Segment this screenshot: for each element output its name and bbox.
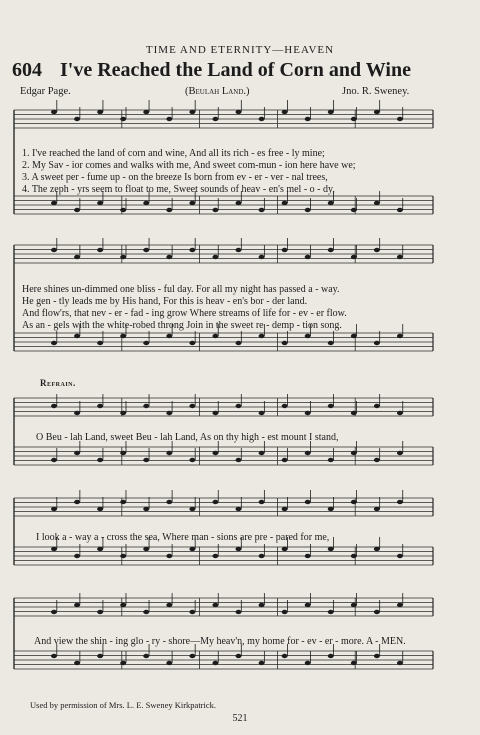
note-head [189,654,195,658]
note-head [259,451,265,455]
composer-credit: Jno. R. Sweney. [342,86,410,97]
note-head [143,547,149,551]
note-head [97,507,103,511]
note-head [74,334,80,338]
note-head [97,458,103,462]
note-head [305,255,311,259]
note-head [259,255,265,259]
note-head [143,341,149,345]
note-head [143,201,149,205]
note-head [305,411,311,415]
note-head [259,500,265,504]
note-head [351,603,357,607]
note-head [166,411,172,415]
hymn-number: 604 [12,59,42,81]
note-head [212,208,218,212]
note-head [120,117,126,121]
note-head [351,411,357,415]
note-head [97,341,103,345]
note-head [282,507,288,511]
note-head [397,661,403,665]
note-head [166,334,172,338]
note-head [51,248,57,252]
stanza-2-line-1: 2. My Sav - ior comes and walks with me, And sweet com-mun - ion here have we; [22,160,356,171]
note-head [212,334,218,338]
note-head [374,507,380,511]
note-head [305,117,311,121]
note-head [282,610,288,614]
note-head [166,117,172,121]
note-head [259,411,265,415]
note-head [374,201,380,205]
note-head [97,547,103,551]
note-head [51,654,57,658]
note-head [305,554,311,558]
note-head [282,201,288,205]
note-head [282,110,288,114]
note-head [328,547,334,551]
hymn-title: I've Reached the Land of Corn and Wine [60,59,411,81]
note-head [305,500,311,504]
note-head [305,208,311,212]
note-head [236,110,242,114]
note-head [189,341,195,345]
note-head [143,248,149,252]
note-head [259,554,265,558]
note-head [189,404,195,408]
note-head [397,554,403,558]
note-head [374,341,380,345]
note-head [143,654,149,658]
note-head [51,404,57,408]
note-head [120,255,126,259]
note-head [236,341,242,345]
note-head [397,208,403,212]
note-head [328,507,334,511]
note-head [189,201,195,205]
note-head [305,603,311,607]
note-head [97,201,103,205]
note-head [328,110,334,114]
note-head [97,110,103,114]
note-head [374,458,380,462]
note-head [166,208,172,212]
note-head [236,201,242,205]
note-head [51,610,57,614]
note-head [259,603,265,607]
stanza-4-line-1: 4. The zeph - yrs seem to float to me, Sweet sounds of heav - en's mel - o - dy, [22,184,335,195]
refrain-line-3: And view the shin - ing glo - ry - shore—My heav'n, my home for - ev - er - more. A - MEN. [34,636,406,647]
note-head [351,451,357,455]
note-head [282,248,288,252]
note-head [212,554,218,558]
note-head [374,248,380,252]
note-head [97,610,103,614]
note-head [74,117,80,121]
note-head [166,554,172,558]
note-head [212,661,218,665]
note-head [51,507,57,511]
note-head [374,547,380,551]
note-head [328,654,334,658]
note-head [374,404,380,408]
stanza-1-line-1: 1. I've reached the land of corn and wine, And all its rich - es free - ly mine; [22,148,325,159]
note-head [143,507,149,511]
note-head [74,411,80,415]
note-head [236,507,242,511]
note-head [351,117,357,121]
note-head [236,610,242,614]
note-head [328,341,334,345]
note-head [166,255,172,259]
note-head [120,334,126,338]
note-head [120,500,126,504]
note-head [282,404,288,408]
note-head [351,661,357,665]
note-head [189,110,195,114]
refrain-label: Refrain. [40,378,76,388]
note-head [212,255,218,259]
stanza-3-line-1: 3. A sweet per - fume up - on the breeze Is born from ev - er - ver - nal trees, [22,172,328,183]
note-head [397,334,403,338]
note-head [166,451,172,455]
note-head [74,500,80,504]
note-head [397,603,403,607]
note-head [397,117,403,121]
note-head [97,404,103,408]
note-head [397,451,403,455]
note-head [51,547,57,551]
note-head [166,603,172,607]
note-head [51,110,57,114]
note-head [74,661,80,665]
note-head [328,201,334,205]
note-head [212,603,218,607]
note-head [143,458,149,462]
note-head [120,451,126,455]
note-head [305,334,311,338]
note-head [189,248,195,252]
note-head [397,500,403,504]
stanza-2-line-2: He gen - tly leads me by His hand, For this is heav - en's bor - der land. [22,296,308,307]
page-number: 521 [232,713,248,724]
note-head [328,248,334,252]
note-head [51,341,57,345]
note-head [120,554,126,558]
stanza-4-line-2: As an - gels with the white-robed throng Join in the sweet re - demp - tion song. [22,320,342,331]
note-head [259,334,265,338]
note-head [282,341,288,345]
note-head [51,458,57,462]
note-head [189,610,195,614]
note-head [74,451,80,455]
note-head [74,208,80,212]
note-head [236,248,242,252]
note-head [351,554,357,558]
note-head [74,603,80,607]
note-head [212,411,218,415]
section-heading: TIME AND ETERNITY—HEAVEN [145,44,335,56]
note-head [143,610,149,614]
note-head [236,458,242,462]
refrain-line-2: I look a - way a - cross the sea, Where man - sions are pre - pared for me, [36,532,330,543]
note-head [351,334,357,338]
permission-credit: Used by permission of Mrs. L. E. Sweney Kirkpatrick. [30,700,217,710]
author-credit: Edgar Page. [20,86,71,97]
note-head [236,404,242,408]
note-head [328,458,334,462]
note-head [259,208,265,212]
note-head [282,654,288,658]
note-head [212,500,218,504]
note-head [51,201,57,205]
note-head [305,661,311,665]
note-head [351,255,357,259]
note-head [212,451,218,455]
note-head [166,500,172,504]
note-head [120,661,126,665]
note-head [166,661,172,665]
note-head [328,404,334,408]
refrain-line-1: O Beu - lah Land, sweet Beu - lah Land, As on thy high - est mount I stand, [36,432,339,443]
note-head [374,610,380,614]
note-head [120,208,126,212]
note-head [282,547,288,551]
note-head [351,208,357,212]
note-head [236,547,242,551]
note-head [143,110,149,114]
note-head [236,654,242,658]
note-head [74,554,80,558]
note-head [397,255,403,259]
note-head [212,117,218,121]
note-head [143,404,149,408]
note-head [259,661,265,665]
stanza-3-line-2: And flow'rs, that nev - er - fad - ing grow Where streams of life for - ev - er flow. [22,308,347,319]
note-head [74,255,80,259]
stanza-1-line-2: Here shines un-dimmed one bliss - ful day. For all my night has passed a - way. [22,284,340,295]
note-head [328,610,334,614]
note-head [259,117,265,121]
note-head [374,654,380,658]
note-head [97,248,103,252]
note-head [189,547,195,551]
note-head [120,603,126,607]
note-head [305,451,311,455]
tune-name: (Beulah Land.) [185,86,250,97]
note-head [189,507,195,511]
note-head [397,411,403,415]
note-head [351,500,357,504]
note-head [120,411,126,415]
note-head [282,458,288,462]
note-head [97,654,103,658]
note-head [189,458,195,462]
note-head [374,110,380,114]
